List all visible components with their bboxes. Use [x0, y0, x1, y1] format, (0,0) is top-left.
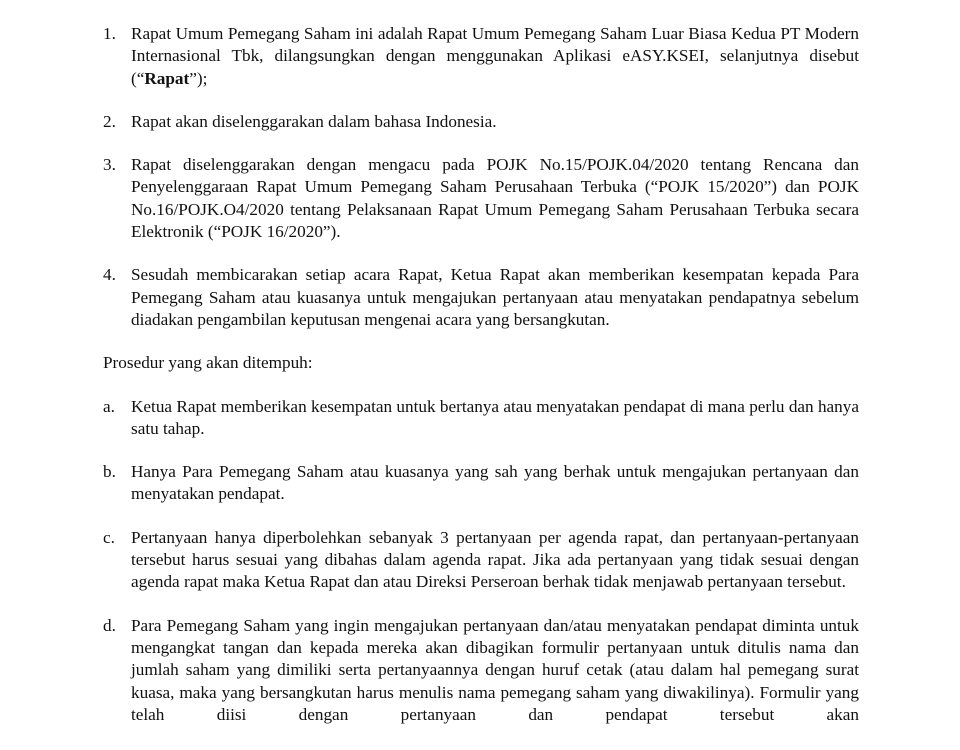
- list-text: Pertanyaan hanya diperbolehkan sebanyak 3 pertanyaan per agenda rapat, dan pertanyaan-pertanyaan tersebut harus sesuai yang dibahas dalam agenda rapat. Jika ada pertanyaan yang tidak sesuai dengan agenda rapat maka Ketua Rapat dan atau Direksi Perseroan berhak tidak menjawab pertanyaan tersebut.: [131, 527, 859, 592]
- document-page: [103, 23, 859, 726]
- list-text: Para Pemegang Saham yang ingin mengajukan pertanyaan dan/atau menyatakan pendapat diminta untuk mengangkat tangan dan kepada mereka akan dibagikan formulir pertanyaan untuk ditulis nama dan jumlah saham yang dimiliki serta pertanyaannya dengan huruf cetak (atau dalam hal pemegang surat kuasa, maka yang bersangkutan harus menulis nama pemegang saham yang diwakilinya). Formulir yang telah diisi dengan pertanyaan dan pendapat tersebut akan: [131, 615, 859, 724]
- list-item-2: [103, 111, 859, 133]
- list-number: 4.: [103, 265, 116, 285]
- list-text-part: ”);: [189, 68, 208, 88]
- list-item-d: [103, 615, 859, 726]
- list-text: Rapat diselenggarakan dengan mengacu pada POJK No.15/POJK.04/2020 tentang Rencana dan Penyelenggaraan Rapat Umum Pemegang Saham Perusahaan Terbuka (“POJK 15/2020”) dan POJK No.16/POJK.O4/2020 tentang Pelaksanaan Rapat Umum Pemegang Saham Perusahaan Terbuka secara Elektronik (“POJK 16/2020”).: [131, 155, 859, 242]
- list-number: 1.: [103, 24, 116, 43]
- list-number: 3.: [103, 155, 116, 175]
- list-item-1: [103, 23, 859, 90]
- list-item-a: [103, 396, 859, 441]
- bold-term: Rapat: [144, 68, 190, 88]
- list-text: Hanya Para Pemegang Saham atau kuasanya yang sah yang berhak untuk mengajukan pertanyaan dan menyatakan pendapat.: [131, 462, 859, 504]
- list-item-b: [103, 461, 859, 506]
- list-text-part: Rapat Umum Pemegang Saham ini adalah Rapat Umum Pemegang Saham Luar Biasa Kedua PT Modern Internasional Tbk, dilangsungkan dengan menggunakan Aplikasi eASY.KSEI, selanjutnya disebut (“: [131, 24, 859, 88]
- list-item-c: [103, 527, 859, 594]
- list-text: Rapat akan diselenggarakan dalam bahasa Indonesia.: [131, 111, 497, 131]
- list-text: [131, 23, 859, 90]
- list-item-3: [103, 154, 859, 243]
- list-number: 2.: [103, 111, 116, 131]
- list-letter: c.: [103, 527, 115, 547]
- list-text: Sesudah membicarakan setiap acara Rapat, Ketua Rapat akan memberikan kesempatan kepada Para Pemegang Saham atau kuasanya untuk mengajukan pertanyaan atau menyatakan pendapatnya sebelum diadakan pengambilan keputusan mengenai acara yang bersangkutan.: [131, 265, 859, 329]
- list-text: Ketua Rapat memberikan kesempatan untuk bertanya atau menyatakan pendapat di mana perlu dan hanya satu tahap.: [131, 396, 859, 438]
- list-letter: b.: [103, 462, 116, 482]
- list-letter: d.: [103, 615, 116, 635]
- list-item-4: [103, 264, 859, 331]
- procedure-heading: Prosedur yang akan ditempuh:: [103, 353, 313, 373]
- list-letter: a.: [103, 396, 115, 416]
